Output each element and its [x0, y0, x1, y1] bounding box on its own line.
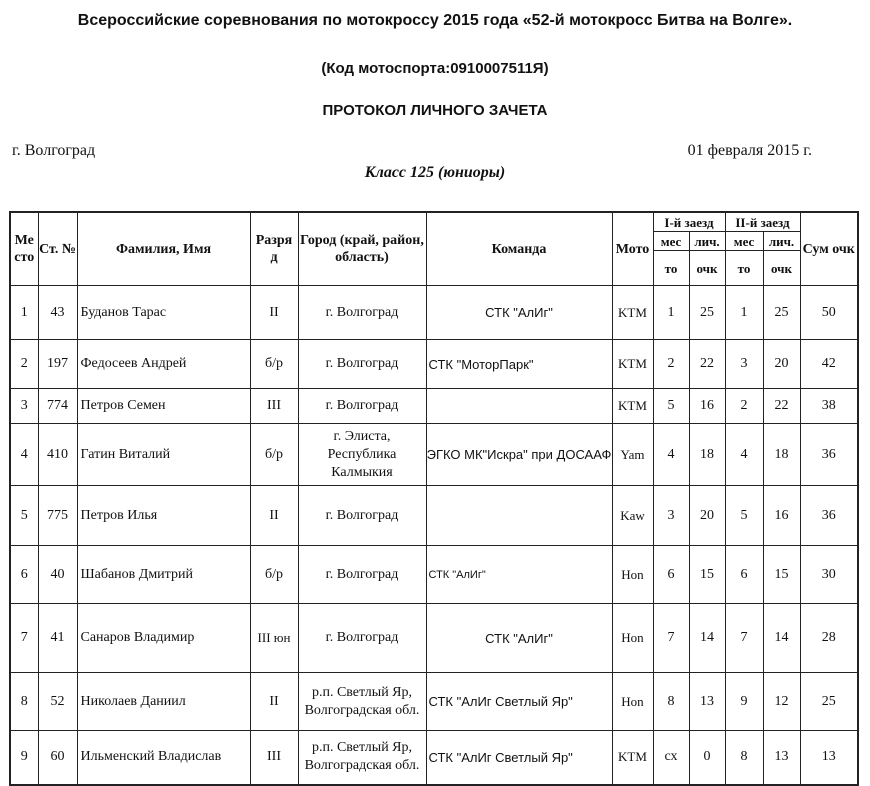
cell-r2-pts: 20 [763, 340, 800, 389]
cell-r2-pts: 16 [763, 486, 800, 546]
cell-r1-pts: 15 [689, 546, 725, 604]
cell-place: 1 [10, 286, 38, 340]
event-date: 01 февраля 2015 г. [687, 142, 812, 159]
table-row [10, 389, 858, 424]
cell-number: 410 [38, 424, 77, 486]
cell-name: Гатин Виталий [77, 424, 250, 486]
cell-r1-place: 5 [653, 389, 689, 424]
cell-r1-pts: 20 [689, 486, 725, 546]
cell-team: СТК "АлИг" [426, 604, 612, 673]
cell-number: 197 [38, 340, 77, 389]
cell-sum: 36 [800, 486, 858, 546]
competition-title: Всероссийские соревнования по мотокроссу 2015 года «52-й мотокросс Битва на Волге». [77, 12, 793, 29]
cell-r1-pts: 0 [689, 731, 725, 785]
cell-rank: III юн [250, 604, 298, 673]
cell-r1-place: 8 [653, 673, 689, 731]
cell-rank: II [250, 486, 298, 546]
cell-place: 2 [10, 340, 38, 389]
cell-r2-pts: 13 [763, 731, 800, 785]
cell-name: Николаев Даниил [77, 673, 250, 731]
header-number: Ст. № [38, 212, 77, 286]
cell-sum: 13 [800, 731, 858, 785]
cell-sum: 25 [800, 673, 858, 731]
header-moto: Мото [612, 212, 653, 286]
header-r2-pos-bottom: то [725, 251, 763, 286]
header-sum: Сум очк [800, 212, 858, 286]
cell-moto: Hon [612, 604, 653, 673]
header-city: Город (край, район, область) [298, 212, 426, 286]
cell-r2-place: 9 [725, 673, 763, 731]
cell-sum: 42 [800, 340, 858, 389]
sport-code: (Код мотоспорта:0910007511Я) [321, 60, 549, 77]
cell-city: г. Волгоград [298, 604, 426, 673]
cell-name: Петров Илья [77, 486, 250, 546]
cell-moto: KTM [612, 340, 653, 389]
cell-r2-pts: 12 [763, 673, 800, 731]
cell-r2-place: 3 [725, 340, 763, 389]
cell-number: 43 [38, 286, 77, 340]
cell-city: г. Волгоград [298, 340, 426, 389]
cell-r2-pts: 18 [763, 424, 800, 486]
cell-city: р.п. Светлый Яр, Волгоградская обл. [298, 673, 426, 731]
cell-r2-pts: 22 [763, 389, 800, 424]
cell-r2-place: 8 [725, 731, 763, 785]
cell-number: 774 [38, 389, 77, 424]
cell-r2-pts: 25 [763, 286, 800, 340]
cell-city: г. Элиста, Республика Калмыкия [298, 424, 426, 486]
cell-number: 60 [38, 731, 77, 785]
cell-city: г. Волгоград [298, 546, 426, 604]
cell-team: ЭГКО МК"Искра" при ДОСААФ [426, 424, 612, 486]
cell-name: Ильменский Владислав [77, 731, 250, 785]
protocol-title: ПРОТОКОЛ ЛИЧНОГО ЗАЧЕТА [322, 102, 548, 119]
cell-moto: KTM [612, 389, 653, 424]
table-row [10, 486, 858, 546]
table-row [10, 673, 858, 731]
cell-r1-place: 7 [653, 604, 689, 673]
table-row [10, 546, 858, 604]
cell-name: Санаров Владимир [77, 604, 250, 673]
header-race1: I-й заезд [653, 212, 725, 232]
results-table [9, 211, 859, 786]
cell-number: 52 [38, 673, 77, 731]
cell-team [426, 486, 612, 546]
cell-r1-place: 1 [653, 286, 689, 340]
class-title: Класс 125 (юниоры) [364, 164, 506, 181]
header-race2: II-й заезд [725, 212, 800, 232]
cell-team: СТК "МоторПарк" [426, 340, 612, 389]
cell-team [426, 389, 612, 424]
cell-r1-pts: 22 [689, 340, 725, 389]
header-place: Ме сто [10, 212, 38, 286]
cell-rank: III [250, 731, 298, 785]
table-row [10, 286, 858, 340]
header-r2-pts-bottom: очк [763, 251, 800, 286]
cell-city: г. Волгоград [298, 486, 426, 546]
cell-name: Федосеев Андрей [77, 340, 250, 389]
cell-name: Петров Семен [77, 389, 250, 424]
cell-r1-place: 2 [653, 340, 689, 389]
cell-r2-place: 7 [725, 604, 763, 673]
table-row [10, 424, 858, 486]
cell-team: СТК "АлИг Светлый Яр" [426, 731, 612, 785]
table-row [10, 340, 858, 389]
cell-city: р.п. Светлый Яр, Волгоградская обл. [298, 731, 426, 785]
cell-r1-pts: 18 [689, 424, 725, 486]
cell-name: Буданов Тарас [77, 286, 250, 340]
cell-place: 6 [10, 546, 38, 604]
cell-sum: 28 [800, 604, 858, 673]
cell-r2-place: 5 [725, 486, 763, 546]
cell-place: 8 [10, 673, 38, 731]
cell-team: СТК "АлИг" [426, 286, 612, 340]
header-r1-pts-top: лич. [689, 232, 725, 251]
header-name: Фамилия, Имя [77, 212, 250, 286]
table-row [10, 604, 858, 673]
cell-place: 9 [10, 731, 38, 785]
event-city: г. Волгоград [12, 142, 96, 159]
cell-rank: II [250, 286, 298, 340]
cell-r2-place: 6 [725, 546, 763, 604]
cell-number: 775 [38, 486, 77, 546]
cell-rank: б/р [250, 424, 298, 486]
cell-city: г. Волгоград [298, 389, 426, 424]
header-team: Команда [426, 212, 612, 286]
cell-number: 41 [38, 604, 77, 673]
cell-rank: III [250, 389, 298, 424]
cell-r1-place: 6 [653, 546, 689, 604]
cell-number: 40 [38, 546, 77, 604]
cell-r2-place: 4 [725, 424, 763, 486]
cell-r2-place: 2 [725, 389, 763, 424]
cell-r1-pts: 16 [689, 389, 725, 424]
cell-r1-pts: 25 [689, 286, 725, 340]
cell-r2-pts: 14 [763, 604, 800, 673]
cell-place: 4 [10, 424, 38, 486]
cell-r1-pts: 14 [689, 604, 725, 673]
cell-r1-place: сх [653, 731, 689, 785]
cell-moto: Hon [612, 546, 653, 604]
cell-sum: 30 [800, 546, 858, 604]
cell-team: СТК "АлИг" [426, 546, 612, 604]
cell-r1-pts: 13 [689, 673, 725, 731]
cell-moto: KTM [612, 731, 653, 785]
cell-moto: Yam [612, 424, 653, 486]
cell-place: 7 [10, 604, 38, 673]
cell-rank: б/р [250, 546, 298, 604]
cell-team: СТК "АлИг Светлый Яр" [426, 673, 612, 731]
cell-r2-pts: 15 [763, 546, 800, 604]
cell-moto: Hon [612, 673, 653, 731]
cell-rank: б/р [250, 340, 298, 389]
header-r1-pts-bottom: очк [689, 251, 725, 286]
cell-moto: KTM [612, 286, 653, 340]
cell-name: Шабанов Дмитрий [77, 546, 250, 604]
cell-sum: 38 [800, 389, 858, 424]
cell-r1-place: 4 [653, 424, 689, 486]
cell-place: 5 [10, 486, 38, 546]
cell-rank: II [250, 673, 298, 731]
cell-moto: Kaw [612, 486, 653, 546]
cell-r1-place: 3 [653, 486, 689, 546]
header-r2-pts-top: лич. [763, 232, 800, 251]
cell-place: 3 [10, 389, 38, 424]
header-rank: Разря д [250, 212, 298, 286]
cell-city: г. Волгоград [298, 286, 426, 340]
table-row [10, 731, 858, 785]
cell-sum: 50 [800, 286, 858, 340]
header-r1-pos-top: мес [653, 232, 689, 251]
header-r2-pos-top: мес [725, 232, 763, 251]
cell-sum: 36 [800, 424, 858, 486]
cell-r2-place: 1 [725, 286, 763, 340]
header-r1-pos-bottom: то [653, 251, 689, 286]
